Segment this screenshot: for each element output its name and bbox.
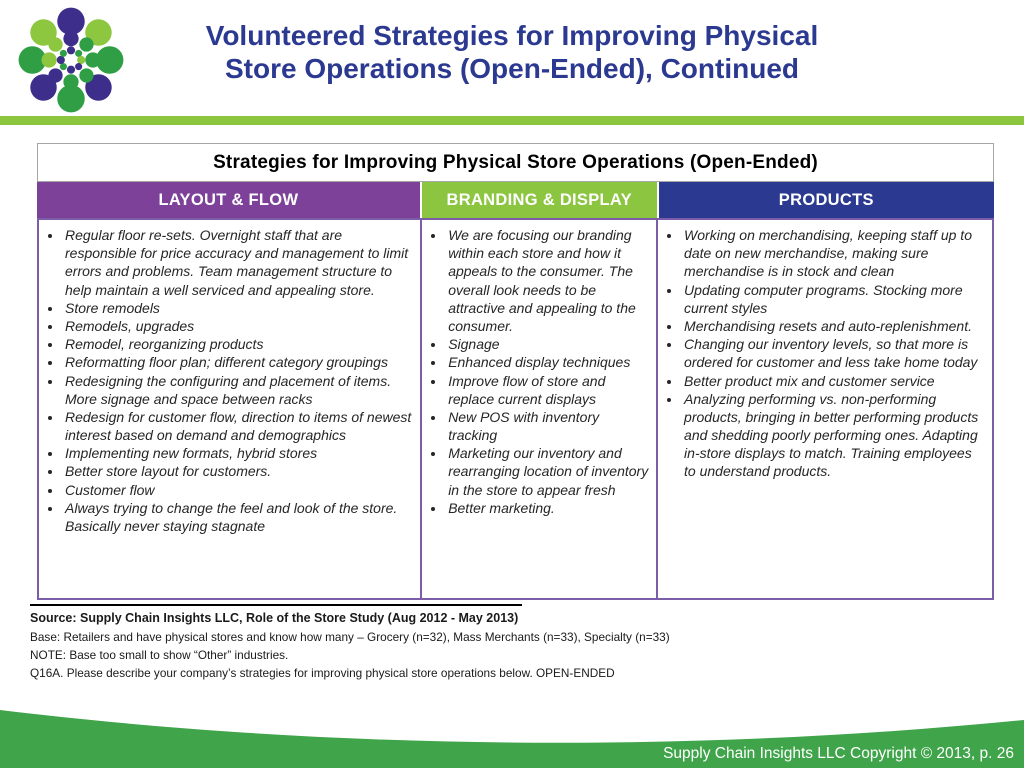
bullet-item: • Marketing our inventory and rearranging location of inventory in the store to appear fresh — [446, 444, 650, 499]
bullet-list-layout-flow — [39, 224, 418, 537]
bullet-item: • Reformatting floor plan; different category groupings — [63, 353, 414, 371]
bullet-list-branding-display — [422, 224, 654, 519]
table-title: Strategies for Improving Physical Store Operations (Open-Ended) — [37, 143, 994, 182]
bullet-item: • Store remodels — [63, 299, 414, 317]
bullet-item: • Better product mix and customer service — [682, 372, 986, 390]
page-title-line1: Volunteered Strategies for Improving Physical — [205, 20, 819, 51]
table-header-row — [37, 182, 994, 218]
bullet-item: • Enhanced display techniques — [446, 353, 650, 371]
bullet-item: • Improve flow of store and replace current displays — [446, 372, 650, 408]
column-products — [656, 220, 992, 598]
footnote-source: Source: Supply Chain Insights LLC, Role of the Store Study (Aug 2012 - May 2013) — [30, 611, 519, 625]
page-title-line2: Store Operations (Open-Ended), Continued — [225, 52, 799, 84]
footnote-question: Q16A. Please describe your company’s strategies for improving physical store operations below. OPEN-ENDED — [30, 666, 615, 680]
bullet-item: • Redesigning the configuring and placement of items. More signage and space between racks — [63, 372, 414, 408]
bullet-item: • Better store layout for customers. — [63, 462, 414, 480]
bullet-item: • Remodel, reorganizing products — [63, 335, 414, 353]
bullet-item: • Better marketing. — [446, 499, 650, 517]
footer-copyright: Supply Chain Insights LLC Copyright © 2013, p. 26 — [663, 745, 1014, 762]
header-divider — [0, 116, 1024, 125]
column-header-layout-flow: LAYOUT & FLOW — [37, 182, 420, 218]
bullet-item: • We are focusing our branding within each store and how it appeals to the consumer. The overall look needs to be attractive and appealing to the consumer. — [446, 226, 650, 335]
column-header-branding-display: BRANDING & DISPLAY — [420, 182, 657, 218]
footnotes — [30, 611, 1010, 684]
bullet-item: • Changing our inventory levels, so that more is ordered for customer and less take home today — [682, 335, 986, 371]
footnote-note: NOTE: Base too small to show “Other” industries. — [30, 648, 289, 662]
bullet-item: • Working on merchandising, keeping staff up to date on new merchandise, making sure merchandise is in stock and clean — [682, 226, 986, 281]
bullet-item: • Redesign for customer flow, direction to items of newest interest based on demand and demographics — [63, 408, 414, 444]
column-header-products: PRODUCTS — [657, 182, 994, 218]
column-layout-flow — [39, 220, 420, 598]
strategies-table — [37, 143, 994, 600]
bullet-item: • Implementing new formats, hybrid stores — [63, 444, 414, 462]
bullet-list-products — [658, 224, 990, 483]
footnote-divider — [30, 604, 522, 606]
bullet-item: • Merchandising resets and auto-replenishment. — [682, 317, 986, 335]
bullet-item: • Regular floor re-sets. Overnight staff that are responsible for price accuracy and management to limit errors and problems. Team management structure to help maintain a well serviced and appealing store. — [63, 226, 414, 299]
bullet-item: • Always trying to change the feel and look of the store. Basically never staying stagnate — [63, 499, 414, 535]
bullet-item: • Analyzing performing vs. non-performing products, bringing in better performing products and shedding poorly performing ones. Adapting in-store displays to match. Training employees to understand products. — [682, 390, 986, 481]
bullet-item: • Signage — [446, 335, 650, 353]
table-body-row — [37, 218, 994, 600]
footnote-base: Base: Retailers and have physical stores and know how many – Grocery (n=32), Mass Merchants (n=33), Specialty (n=33) — [30, 630, 670, 644]
bullet-item: • Customer flow — [63, 481, 414, 499]
bullet-item: • Updating computer programs. Stocking more current styles — [682, 281, 986, 317]
bullet-item: • New POS with inventory tracking — [446, 408, 650, 444]
column-branding-display — [420, 220, 656, 598]
bullet-item: • Remodels, upgrades — [63, 317, 414, 335]
page-title — [0, 20, 1024, 86]
